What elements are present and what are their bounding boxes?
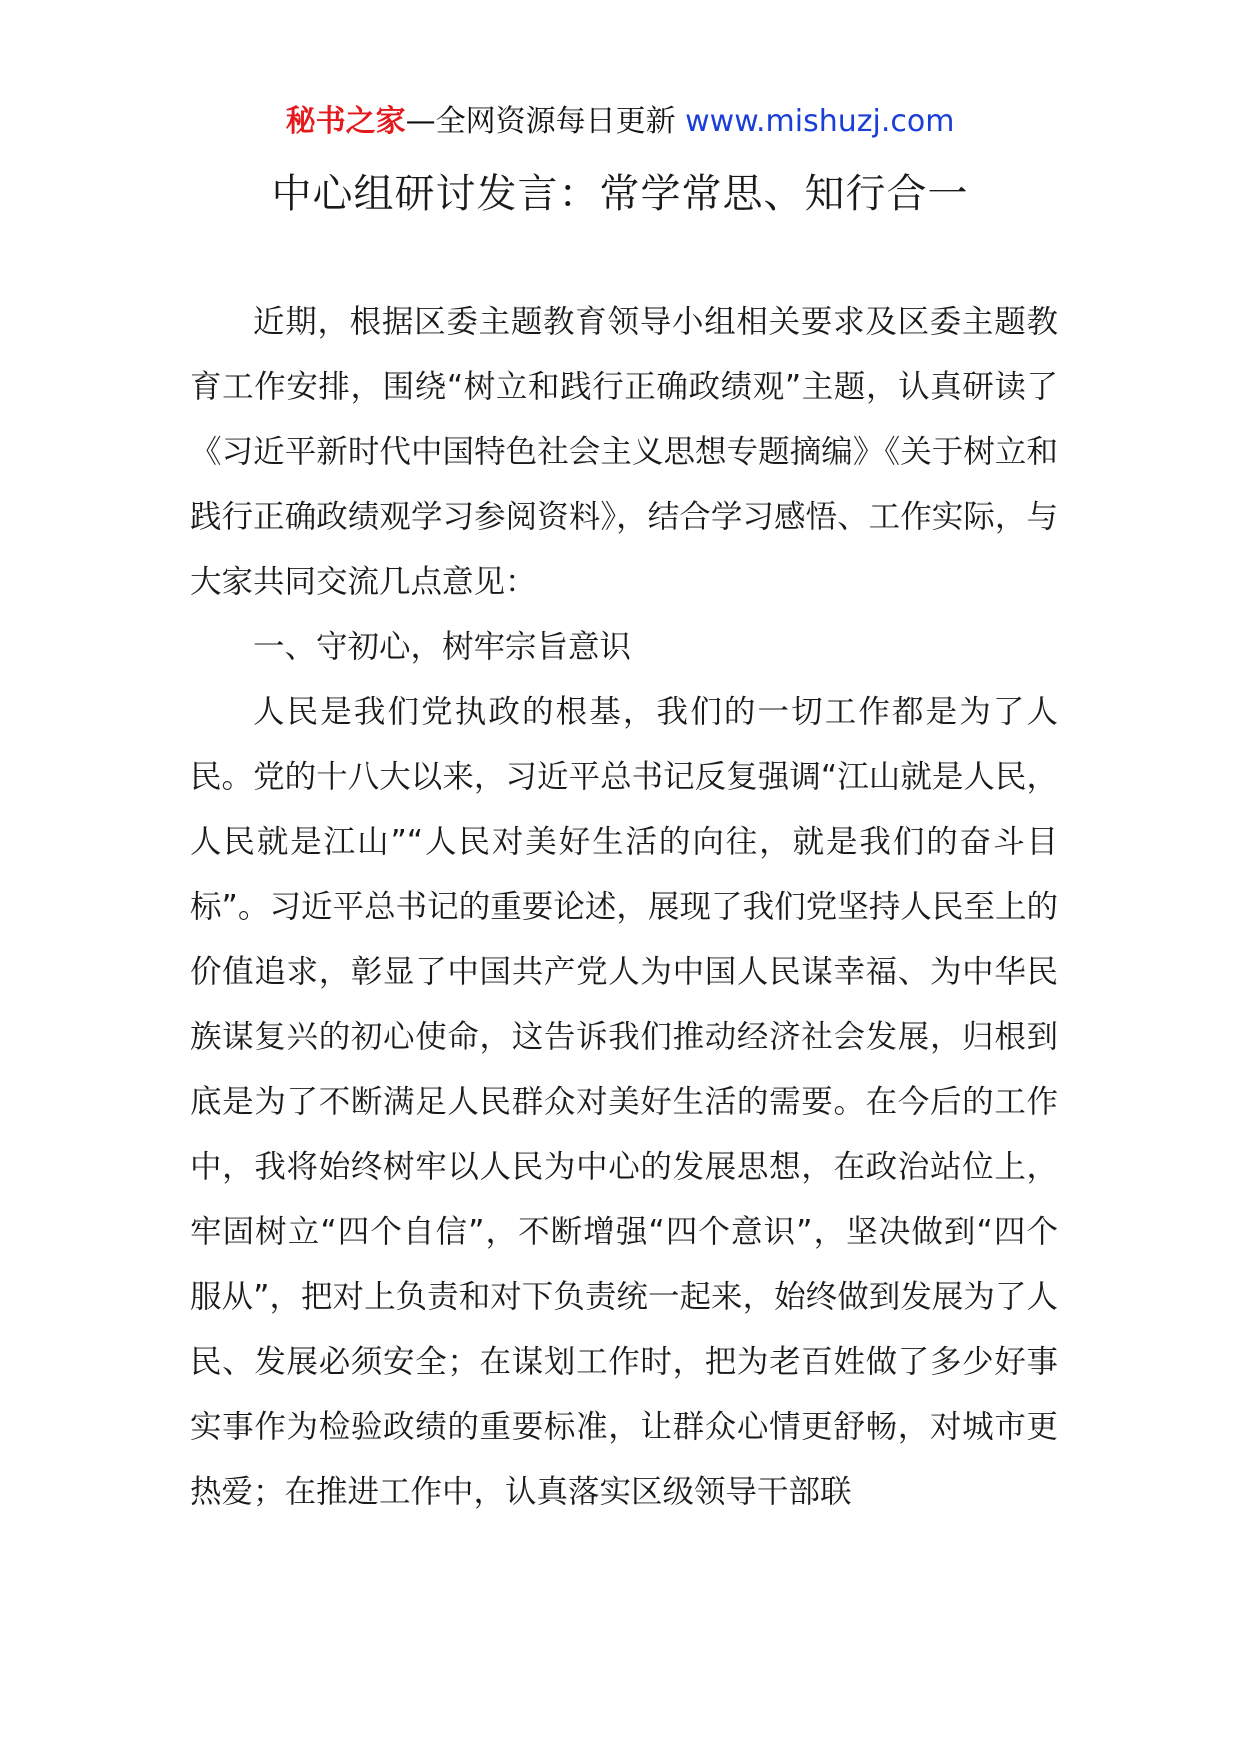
document-body — [190, 290, 1058, 1525]
site-tagline: —全网资源每日更新 — [405, 104, 676, 139]
site-url-link[interactable]: www.mishuzj.com — [685, 104, 955, 139]
site-header — [0, 102, 1240, 142]
document-title: 中心组研讨发言：常学常思、知行合一 — [271, 171, 969, 217]
site-brand: 秘书之家 — [285, 104, 406, 139]
section-heading-1: 一、守初心，树牢宗旨意识 — [253, 629, 632, 665]
body-paragraph: 人民是我们党执政的根基，我们的一切工作都是为了人民。党的十八大以来，习近平总书记反复强调“江山就是人民，人民就是江山”“人民对美好生活的向往，就是我们的奋斗目标”。习近平总书记的重要论述，展现了我们党坚持人民至上的价值追求，彰显了中国共产党人为中国人民谋幸福、为中华民族谋复兴的初心使命，这告诉我们推动经济社会发展，归根到底是为了不断满足人民群众对美好生活的需要。在今后的工作中，我将始终树牢以人民为中心的发展思想，在政治站位上，牢固树立“四个自信”，不断增强“四个意识”，坚决做到“四个服从”，把对上负责和对下负责统一起来，始终做到发展为了人民、发展必须安全；在谋划工作时，把为老百姓做了多少好事实事作为检验政绩的重要标准，让群众心情更舒畅，对城市更热爱；在推进工作中，认真落实区级领导干部联 — [190, 694, 1058, 1510]
intro-paragraph: 近期，根据区委主题教育领导小组相关要求及区委主题教育工作安排，围绕“树立和践行正确政绩观”主题，认真研读了《习近平新时代中国特色社会主义思想专题摘编》《关于树立和践行正确政绩观学习参阅资料》，结合学习感悟、工作实际，与大家共同交流几点意见： — [190, 304, 1058, 600]
